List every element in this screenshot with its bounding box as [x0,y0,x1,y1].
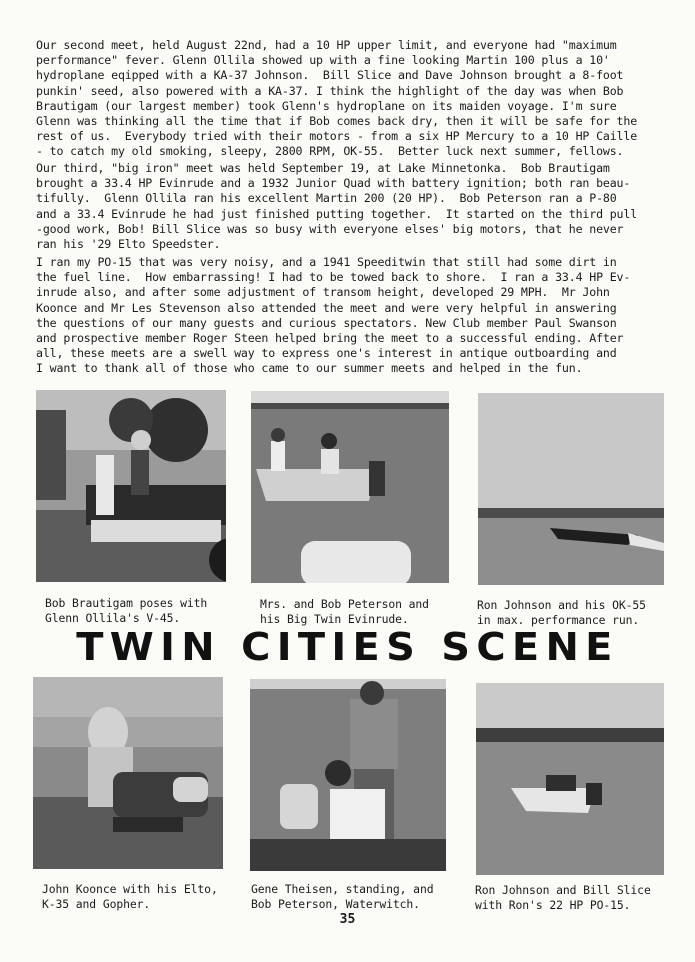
page-number: 35 [339,912,356,927]
paragraph-second-meet: Our second meet, held August 22nd, had a 10 HP upper limit, and everyone had "maximum performance" fever. Glenn Ollila showed up with a fine looking Martin 100 plus a 10' hydroplane eqipped with a KA-37 Johnson. Bill Slice and Dave Johnson brought a 8-foot punkin' seed, also powered with a KA-37. I think the highlight of the day was when Bob Brautigam (our largest member) took Glenn's hydroplane on its maiden voyage. I'm sure Glenn was thinking all the time that if Bob comes back dry, then it will be safe for the rest of us. Everybody tried with their motors - from a six HP Mercury to a 10 HP Caille - to catch my old smoking, sleepy, 2800 RPM, OK-55. Better luck next summer, fellows. [36,38,638,159]
paragraph-my-motors: I ran my PO-15 that was very noisy, and a 1941 Speeditwin that still had some dirt in the fuel line. How embarrassing! I had to be towed back to shore. I ran a 33.4 HP Ev- inrude also, and after some adjustment of transom height, developed 29 MPH. Mr John Koonce and Mr Les Stevenson also attended the meet and were very helpful in answering the questions of our many guests and curious spectators. New Club member Paul Swanson and prospective member Roger Steen helped bring the meet to a successful ending. After all, these meets are a swell way to express one's interest in antique outboarding and I want to thank all of those who came to our summer meets and helped in the fun. [36,255,631,376]
caption-koonce: John Koonce with his Elto, K-35 and Gopher. [42,882,218,911]
photo-brautigam-v45 [36,390,226,582]
caption-peterson: Mrs. and Bob Peterson and his Big Twin Evinrude. [260,597,429,626]
caption-theisen: Gene Theisen, standing, and Bob Peterson, Waterwitch. [251,882,434,911]
photo-theisen-waterwitch [250,679,446,871]
caption-brautigam: Bob Brautigam poses with Glenn Ollila's V-45. [45,596,208,625]
photo-ok55-run [478,393,664,585]
paragraph-third-meet: Our third, "big iron" meet was held September 19, at Lake Minnetonka. Bob Brautigam brought a 33.4 HP Evinrude and a 1932 Junior Quad with battery ignition; both ran beau- tifully. Glenn Ollila ran his excellent Martin 200 (20 HP). Bob Peterson ran a P-80 and a 33.4 Evinrude he had just finished putting together. It started on the third pull -good work, Bob! Bill Slice was so busy with everyone elses' big motors, that he never ran his '29 Elto Speedster. [36,161,638,252]
photo-koonce-elto [33,677,223,869]
photo-johnson-slice-po15 [476,683,664,875]
photo-peterson-big-twin [251,391,449,583]
caption-johnson-po15: Ron Johnson and Bill Slice with Ron's 22 HP PO-15. [475,883,651,912]
caption-johnson-ok55: Ron Johnson and his OK-55 in max. performance run. [477,598,646,627]
headline-twin-cities-scene: TWIN CITIES SCENE [76,625,619,669]
